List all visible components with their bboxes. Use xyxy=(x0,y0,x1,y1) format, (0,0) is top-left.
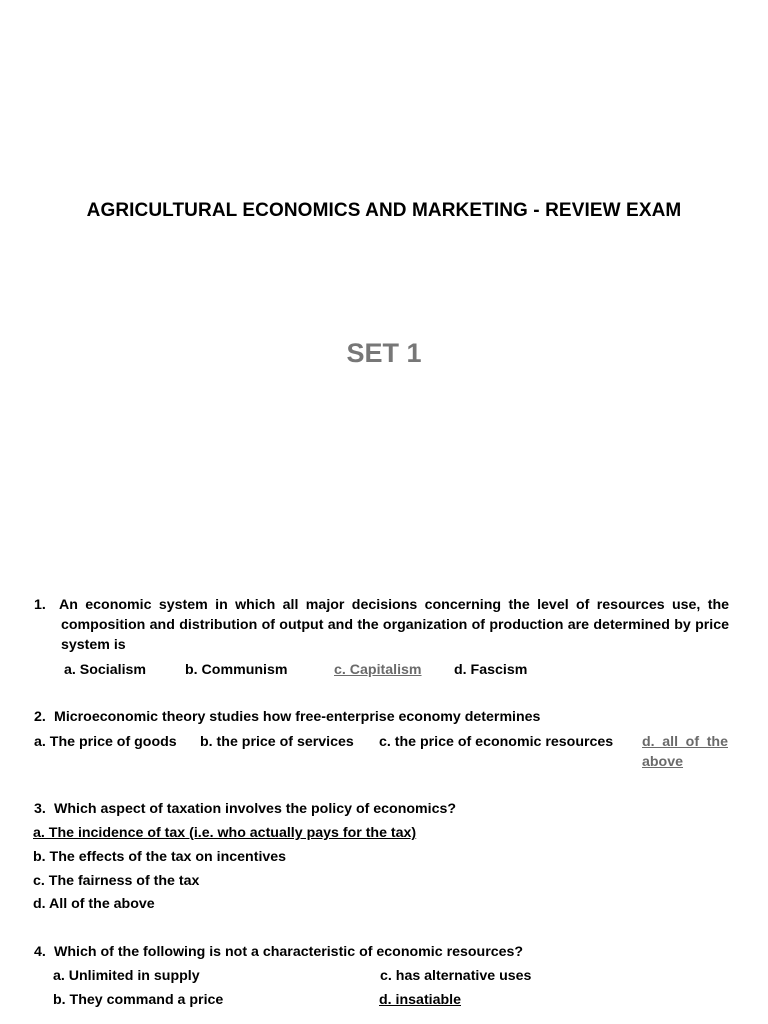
choice-c: c. the price of economic resources xyxy=(379,734,614,750)
choice-a: a. Unlimited in supply xyxy=(53,968,200,984)
choice-b: b. Communism xyxy=(185,662,288,678)
question-text: Which aspect of taxation involves the policy of economics? xyxy=(54,801,457,817)
question-number: 1. xyxy=(34,597,46,613)
choice-c: c. The fairness of the tax xyxy=(33,873,200,889)
choice-d: d. Fascism xyxy=(454,662,528,678)
question-number: 4. xyxy=(34,944,46,960)
choice-a: a. Socialism xyxy=(64,662,147,678)
choice-b: b. the price of services xyxy=(200,734,354,750)
choice-a-answer: a. The incidence of tax (i.e. who actually pays for the tax) xyxy=(33,825,417,841)
page-title: AGRICULTURAL ECONOMICS AND MARKETING - REVIEW EXAM xyxy=(86,200,682,221)
choice-b: b. They command a price xyxy=(53,992,224,1008)
choice-c: c. has alternative uses xyxy=(380,968,532,984)
choice-d-answer xyxy=(642,732,734,772)
question-text: Which of the following is not a characteristic of economic resources? xyxy=(54,944,524,960)
choice-a: a. The price of goods xyxy=(34,734,177,750)
choice-d-text: d. all of the above xyxy=(642,734,728,770)
question-number: 3. xyxy=(34,801,46,817)
choice-d: d. All of the above xyxy=(33,896,155,912)
choice-d-answer: d. insatiable xyxy=(379,992,461,1008)
set-label: SET 1 xyxy=(346,338,422,368)
question-text xyxy=(61,595,729,655)
question-text: Microeconomic theory studies how free-enterprise economy determines xyxy=(54,709,541,725)
choice-c-answer: c. Capitalism xyxy=(334,662,422,678)
question-number: 2. xyxy=(34,709,46,725)
choice-b: b. The effects of the tax on incentives xyxy=(33,849,287,865)
question-1-text: An economic system in which all major decisions concerning the level of resources use, the composition and distribution of output and the organization of production are determined by price system is xyxy=(59,597,729,653)
